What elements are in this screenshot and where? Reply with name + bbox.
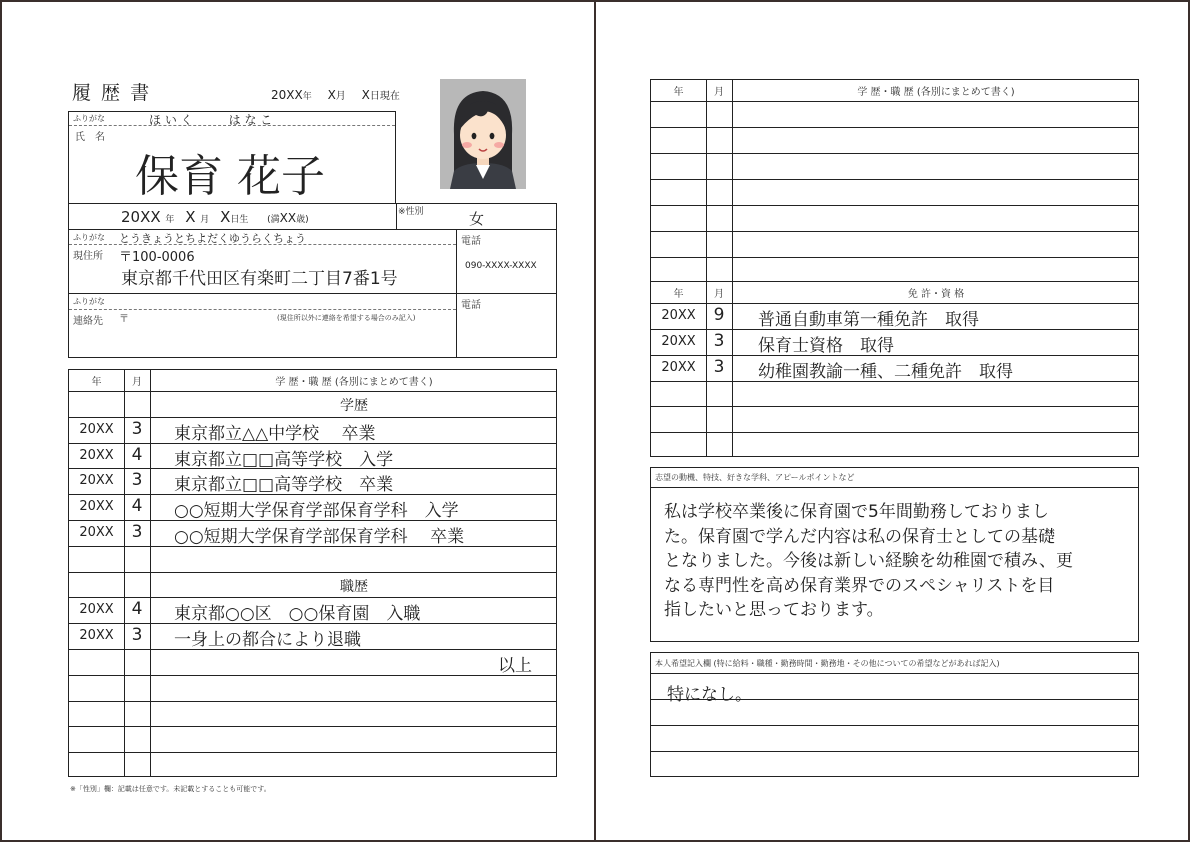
name-box — [68, 111, 396, 204]
footnote: ※「性別」欄：記載は任意です。未記載とすることも可能です。 — [70, 785, 271, 793]
history-left-col-month: 月 — [132, 377, 142, 388]
date-year: 20XX — [271, 88, 303, 102]
date-day-unit: 日現在 — [369, 91, 400, 102]
age-value: XX — [279, 211, 297, 225]
history-left-col-year: 年 — [91, 377, 102, 388]
history-right-col-month: 月 — [714, 87, 724, 98]
phone-number: 090-XXXX-XXXX — [465, 261, 537, 271]
address-text: 東京都千代田区有楽町二丁目7番1号 — [121, 269, 398, 289]
date-month: X — [327, 88, 336, 102]
page-fold-divider — [594, 0, 596, 842]
phone-label: 電話 — [461, 236, 481, 247]
contact-furigana-label: ふりがな — [73, 297, 105, 306]
license-entry: 保育士資格 取得 — [758, 335, 894, 356]
licenses-table — [650, 281, 1139, 457]
motivation-line: となりました。今後は新しい経験を幼稚園で積み、更 — [664, 551, 1074, 571]
birth-year: 20XX — [121, 208, 161, 226]
license-month: 9 — [713, 305, 725, 325]
history-entry: ○○短期大学保育学部保育学科 入学 — [174, 501, 459, 522]
furigana-label: ふりがな — [73, 114, 105, 123]
birth-day: X — [220, 208, 231, 226]
motivation-text — [664, 500, 1073, 623]
history-entry: 一身上の都合により退職 — [174, 630, 361, 651]
history-entry: 東京都立□□高等学校 入学 — [174, 449, 394, 470]
requests-label: 本人希望記入欄 (特に給料・職種・勤務時間・勤務地・その他についての希望などがあれば記入) — [655, 659, 1000, 668]
applicant-name: 保育 花子 — [135, 151, 325, 202]
postal-code: 〒100-0006 — [119, 250, 195, 265]
address-furigana: とうきょうとちよだくゆうらくちょう — [119, 232, 306, 245]
license-month: 3 — [713, 356, 725, 377]
date-day: X — [361, 88, 370, 102]
date-line — [271, 87, 400, 102]
history-month: 3 — [131, 470, 143, 491]
birth-gender-row — [68, 203, 557, 230]
history-year: 20XX — [79, 421, 114, 437]
profile-photo — [440, 79, 526, 189]
motivation-line: 私は学校卒業後に保育園で5年間勤務しておりまし — [664, 502, 1049, 522]
history-month: 3 — [131, 418, 143, 439]
birth-date — [121, 208, 309, 226]
document-title: 履 歴 書 — [72, 82, 152, 104]
gender-label: ※性別 — [398, 207, 424, 217]
history-entry: 東京都○○区 ○○保育園 入職 — [174, 604, 421, 625]
address-box — [68, 229, 557, 294]
history-right-col-title: 学 歴・職 歴 (各別にまとめて書く) — [857, 87, 1015, 98]
licenses-col-year: 年 — [673, 289, 684, 300]
person-illustration — [440, 79, 526, 189]
license-year: 20XX — [661, 308, 696, 323]
address-furigana-label: ふりがな — [73, 233, 105, 242]
birth-month-unit: 月 — [200, 215, 210, 225]
motivation-line: た。保育園で学んだ内容は私の保育士としての基礎 — [664, 526, 1055, 547]
address-label: 現住所 — [73, 251, 103, 262]
name-label: 氏 名 — [75, 132, 105, 143]
motivation-box — [650, 467, 1139, 642]
history-table-left — [68, 369, 557, 777]
history-table-right — [650, 79, 1139, 282]
licenses-col-title: 免 許・資 格 — [907, 289, 965, 300]
history-month: 4 — [131, 444, 143, 465]
birth-day-unit: 日生 — [230, 215, 249, 225]
license-entry: 幼稚園教諭一種、二種免許 取得 — [758, 361, 1013, 382]
motivation-line: 指したいと思っております。 — [664, 600, 884, 620]
license-entry: 普通自動車第一種免許 取得 — [758, 310, 979, 330]
license-year: 20XX — [661, 359, 696, 375]
birth-year-unit: 年 — [165, 215, 175, 225]
contact-postal: 〒 — [119, 314, 129, 325]
history-year: 20XX — [79, 473, 114, 489]
history-left-col-title: 学 歴・職 歴 (各別にまとめて書く) — [275, 377, 433, 388]
history-month: 3 — [131, 625, 143, 646]
licenses-col-month: 月 — [714, 289, 724, 300]
history-month: 4 — [131, 496, 143, 517]
motivation-line: なる専門性を高め保育業界でのスペシャリストを目 — [664, 575, 1055, 596]
history-month: 3 — [131, 522, 143, 542]
history-year: 20XX — [79, 602, 114, 618]
contact-label: 連絡先 — [73, 316, 103, 327]
license-month: 3 — [713, 330, 725, 351]
age-close: 歳) — [296, 215, 309, 225]
history-year: 20XX — [79, 499, 114, 515]
history-entry: 東京都立△△中学校 卒業 — [174, 423, 376, 444]
requests-text: 特になし。 — [667, 685, 752, 705]
history-year: 20XX — [79, 525, 114, 540]
history-entry: 学歴 — [340, 398, 368, 414]
history-entry: 以上 — [498, 656, 532, 676]
contact-box — [68, 293, 557, 358]
date-month-unit: 月 — [335, 91, 346, 102]
history-year: 20XX — [79, 628, 114, 644]
license-year: 20XX — [661, 333, 696, 349]
history-entry: 職歴 — [340, 578, 368, 595]
history-entry: 東京都立□□高等学校 卒業 — [174, 475, 394, 496]
gender-value: 女 — [469, 210, 485, 228]
history-year: 20XX — [79, 447, 114, 463]
history-right-col-year: 年 — [673, 87, 684, 98]
requests-box — [650, 652, 1139, 777]
furigana-name: ほ い く は な こ — [149, 113, 273, 127]
history-entry: ○○短期大学保育学部保育学科 卒業 — [174, 527, 465, 547]
history-month: 4 — [131, 599, 143, 620]
age-open: (満 — [267, 215, 280, 225]
contact-phone-label: 電話 — [461, 300, 481, 311]
birth-month: X — [185, 208, 196, 226]
motivation-label: 志望の動機、特技、好きな学科、アピールポイントなど — [655, 473, 855, 482]
contact-note: (現住所以外に連絡を希望する場合のみ記入) — [277, 314, 416, 322]
date-year-unit: 年 — [302, 92, 312, 102]
